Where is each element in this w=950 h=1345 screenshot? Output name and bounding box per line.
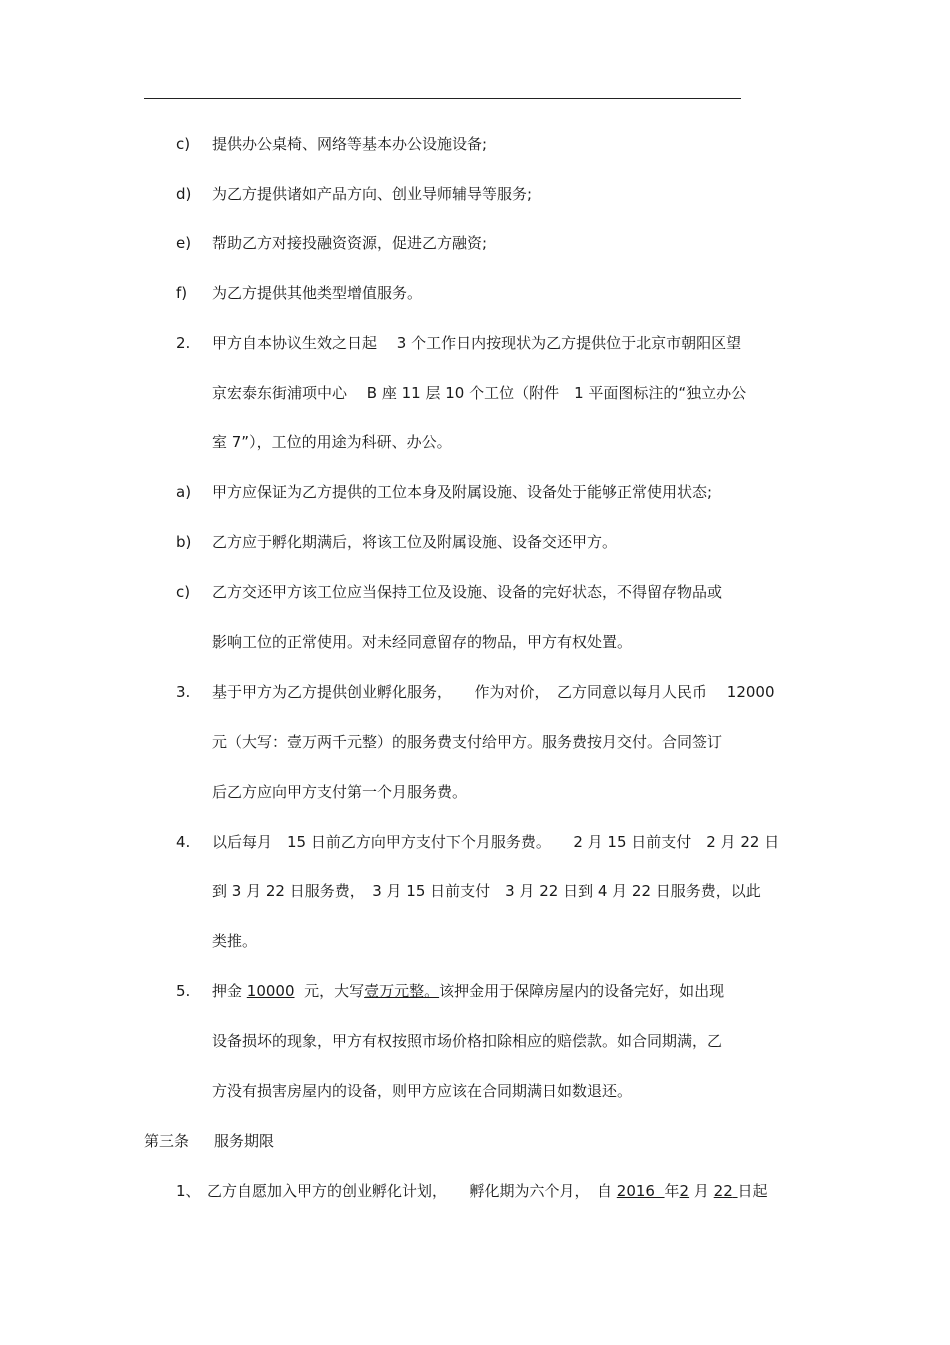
deposit-line <box>212 981 724 1001</box>
item-text: 乙方交还甲方该工位应当保持工位及设施、设备的完好状态，不得留存物品或 <box>212 583 723 601</box>
paragraph-line: 元（大写：壹万两千元整）的服务费支付给甲方。服务费按月交付。合同签订 <box>212 733 723 751</box>
article-title: 服务期限 <box>214 1132 275 1150</box>
paragraph-line: 甲方自本协议生效之日起 3 个工作日内按现状为乙方提供位于北京市朝阳区望 <box>212 334 742 352</box>
paragraph-line: 后乙方应向甲方支付第一个月服务费。 <box>212 783 468 801</box>
start-day: 22 <box>713 1182 733 1200</box>
header-rule <box>144 98 741 99</box>
paragraph-line: 以后每月 15 日前乙方向甲方支付下个月服务费。 2 月 15 日前支付 2 月 22 日 <box>212 833 780 851</box>
paragraph-line: 类推。 <box>212 932 258 950</box>
item-label: c) <box>176 135 191 153</box>
item-text: 为乙方提供其他类型增值服务。 <box>212 284 423 302</box>
article-label: 第三条 <box>144 1132 190 1150</box>
month-unit: 月 <box>693 1182 709 1200</box>
item-label: b) <box>176 533 192 551</box>
item-label: a) <box>176 483 192 501</box>
item-text: 帮助乙方对接投融资资源，促进乙方融资; <box>212 234 488 252</box>
item-text: 甲方应保证为乙方提供的工位本身及附属设施、设备处于能够正常使用状态; <box>212 483 713 501</box>
item-number: 2. <box>176 334 191 352</box>
item-label: f) <box>176 284 188 302</box>
year-unit: 年 <box>664 1182 680 1200</box>
clause-number: 1、 <box>176 1182 201 1200</box>
paragraph-line: 基于甲方为乙方提供创业孵化服务， 作为对价， 乙方同意以每月人民币 12000 <box>212 683 775 701</box>
item-label: c) <box>176 583 191 601</box>
deposit-prefix: 押金 <box>212 982 243 1000</box>
paragraph-line: 到 3 月 22 日服务费， 3 月 15 日前支付 3 月 22 日到 4 月 22 日服务费，以此 <box>212 882 761 900</box>
paragraph-line: 设备损坏的现象，甲方有权按照市场价格扣除相应的赔偿款。如合同期满，乙 <box>212 1032 723 1050</box>
start-year: 2016 <box>616 1182 655 1200</box>
item-number: 4. <box>176 833 191 851</box>
deposit-amount-words: 壹万元整。 <box>364 982 440 1000</box>
day-unit: 日起 <box>737 1182 768 1200</box>
item-number: 5. <box>176 982 191 1000</box>
item-label: d) <box>176 185 192 203</box>
clause-line <box>207 1181 768 1201</box>
deposit-rest: 该押金用于保障房屋内的设备完好，如出现 <box>439 982 725 1000</box>
item-text: 为乙方提供诸如产品方向、创业导师辅导等服务; <box>212 185 533 203</box>
item-number: 3. <box>176 683 191 701</box>
item-text: 乙方应于孵化期满后，将该工位及附属设施、设备交还甲方。 <box>212 533 618 551</box>
paragraph-line: 方没有损害房屋内的设备，则甲方应该在合同期满日如数退还。 <box>212 1082 633 1100</box>
item-label: e) <box>176 234 192 252</box>
item-text: 影响工位的正常使用。对未经同意留存的物品，甲方有权处置。 <box>212 633 633 651</box>
start-month: 2 <box>679 1182 690 1200</box>
deposit-amount: 10000 <box>246 982 295 1000</box>
paragraph-line: 京宏泰东街浦项中心 B 座 11 层 10 个工位（附件 1 平面图标注的“独立办公 <box>212 384 747 402</box>
item-text: 提供办公桌椅、网络等基本办公设施设备; <box>212 135 488 153</box>
clause-text: 乙方自愿加入甲方的创业孵化计划， 孵化期为六个月， 自 <box>207 1182 613 1200</box>
deposit-mid: 元，大写 <box>304 982 365 1000</box>
paragraph-line: 室 7”），工位的用途为科研、办公。 <box>212 433 452 451</box>
